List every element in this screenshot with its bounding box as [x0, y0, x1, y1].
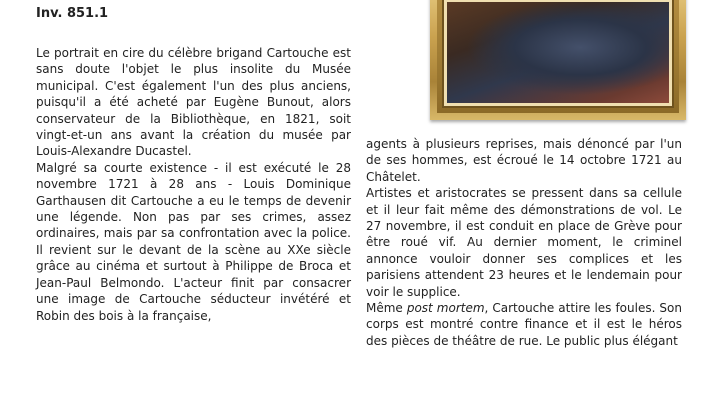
paragraph-arrest: agents à plusieurs reprises, mais dénoncé par l'un de ses hommes, est écroué le 14 octobre 1721 au Châtelet.: [366, 137, 682, 184]
left-text-column: [36, 45, 351, 324]
portrait-frame-image: [430, 0, 686, 120]
paragraph-post-mortem: Même post mortem, Cartouche attire les foules. Son corps est montré contre finance et il est le héros des pièces de théâtre de rue. Le public plus élégant: [366, 301, 682, 348]
right-text-column: [366, 136, 682, 349]
paragraph-intro: Le portrait en cire du célèbre brigand Cartouche est sans doute l'objet le plus insolite du Musée municipal. C'est également l'un des plus anciens, puisqu'il a été acheté par Eugène Bunout, alors conservateur de la Bibliothèque, en 1821, soit vingt-et-un ans avant la création du musée par Louis-Alexandre Ducastel.: [36, 46, 351, 159]
post-mortem-italic: post mortem: [406, 301, 485, 316]
paragraph-execution: Artistes et aristocrates se pressent dans sa cellule et il leur fait même des démonstrations de vol. Le 27 novembre, il est conduit en place de Grève pour être roué vif. Au dernier moment, le criminel annonce vouloir donner ses complices et les parisiens attendent 23 heures et le lendemain pour voir le supplice.: [366, 186, 682, 299]
paragraph-biography: Malgré sa courte existence - il est exécuté le 28 novembre 1721 à 28 ans - Louis Dominique Garthausen dit Cartouche a eu le temps de devenir une légende. Non pas par ses crimes, assez ordinaires, mais par sa confrontation avec la police. Il revient sur le devant de la scène au XXe siècle grâce au cinéma et surtout à Philippe de Broca et Jean-Paul Belmondo. L'acteur finit par consacrer une image de Cartouche séducteur invétéré et Robin des bois à la française,: [36, 160, 351, 323]
wax-portrait-painting: [447, 2, 669, 103]
inventory-number: Inv. 851.1: [36, 6, 109, 21]
